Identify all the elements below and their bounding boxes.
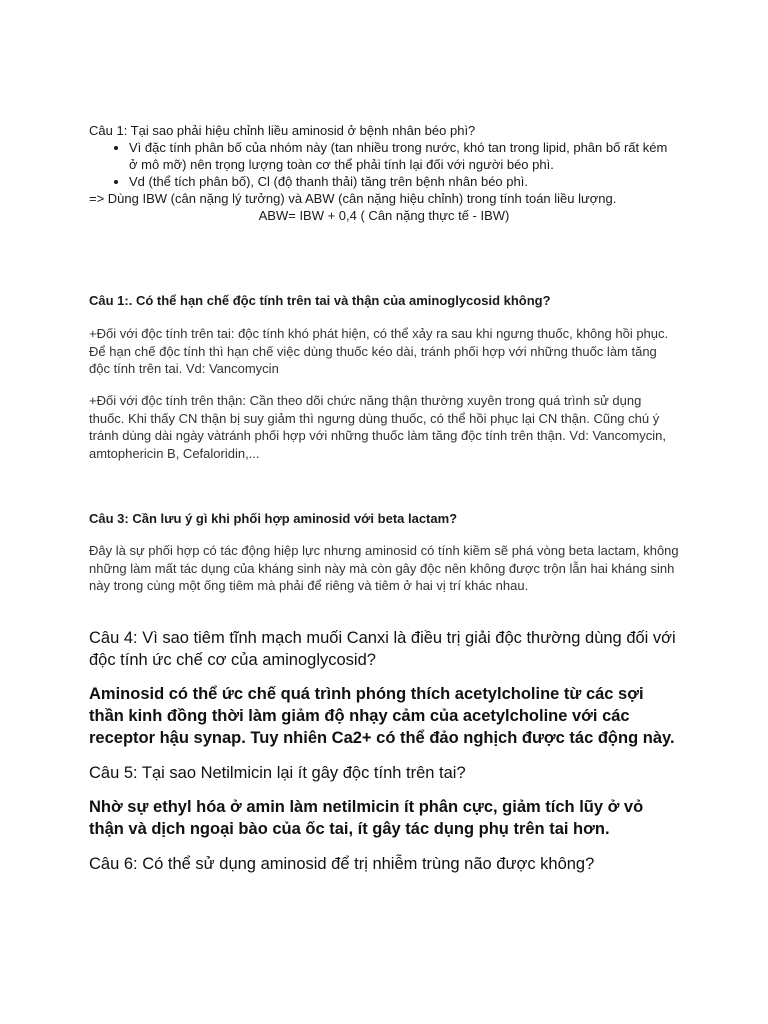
- section-heading-toxicity: Câu 1:. Có thể hạn chế độc tính trên tai và thận của aminoglycosid không?: [89, 293, 551, 308]
- question-4-text: Câu 4: Vì sao tiêm tĩnh mạch muối Canxi là điều trị giải độc thường dùng đối với độc tính ức chế cơ của aminoglycosid?: [89, 629, 676, 669]
- bullet-item: • Vì đặc tính phân bố của nhóm này (tan nhiều trong nước, khó tan trong lipid, phân bố rất kém ở mô mỡ) nên trọng lượng toàn cơ thể phải tính lại đối với người béo phì.: [129, 139, 679, 173]
- paragraph-ear-toxicity: +Đối với độc tính trên tai: độc tính khó phát hiện, có thể xảy ra sau khi ngưng thuốc, không hồi phục. Để hạn chế độc tính thì hạn chế việc dùng thuốc kéo dài, tránh phối hợp với những thuốc làm tăng độc tính trên tai. Vd: Vancomycin: [89, 326, 669, 376]
- paragraph-kidney-toxicity: +Đối với độc tính trên thận: Cần theo dõi chức năng thận thường xuyên trong quá trình sử dụng thuốc. Khi thấy CN thận bị suy giảm thì ngưng dùng thuốc, có thể hồi phục lại CN thận. Cũng chú ý tránh dùng dài ngày vàtránh phối hợp với những thuốc làm tăng độc tính trên thận. Vd: Vancomycin, amtophericin B, Cefaloridin,...: [89, 393, 666, 461]
- bullet-item: • Vd (thể tích phân bố), Cl (độ thanh thải) tăng trên bệnh nhân béo phì.: [129, 173, 679, 190]
- paragraph-beta-lactam: Đây là sự phối hợp có tác động hiệp lực nhưng aminosid có tính kiềm sẽ phá vòng beta lactam, không những làm mất tác dụng của kháng sinh này mà còn gây độc nên không được trộn lẫn hai kháng sinh này trong cùng một ống tiêm mà phải để riêng và tiêm ở hai vị trí khác nhau.: [89, 543, 679, 593]
- question-5-text: Câu 5: Tại sao Netilmicin lại ít gây độc tính trên tai?: [89, 764, 466, 782]
- section-heading-beta-lactam: Câu 3: Cần lưu ý gì khi phối hợp aminosid với beta lactam?: [89, 511, 458, 526]
- question-1-bullet-list: [89, 139, 679, 190]
- question-6-text: Câu 6: Có thể sử dụng aminosid để trị nhiễm trùng não được không?: [89, 855, 595, 873]
- question-1-text: Câu 1: Tại sao phải hiệu chỉnh liều aminosid ở bệnh nhân béo phì?: [89, 123, 476, 138]
- answer-5-text: Nhờ sự ethyl hóa ở amin làm netilmicin ít phân cực, giảm tích lũy ở vỏ thận và dịch ngoại bào của ốc tai, ít gây tác dụng phụ trên tai hơn.: [89, 798, 644, 838]
- question-1-conclusion: => Dùng IBW (cân nặng lý tưởng) và ABW (cân nặng hiệu chỉnh) trong tính toán liều lượng.: [89, 191, 617, 206]
- answer-4-text: Aminosid có thể ức chế quá trình phóng thích acetylcholine từ các sợi thần kinh đồng thời làm giảm độ nhạy cảm của acetylcholine với các receptor hậu synap. Tuy nhiên Ca2+ có thể đảo nghịch được tác động này.: [89, 685, 675, 747]
- section-question-1-obesity: [89, 122, 679, 224]
- abw-formula: ABW= IBW + 0,4 ( Cân nặng thực tế - IBW): [258, 208, 510, 223]
